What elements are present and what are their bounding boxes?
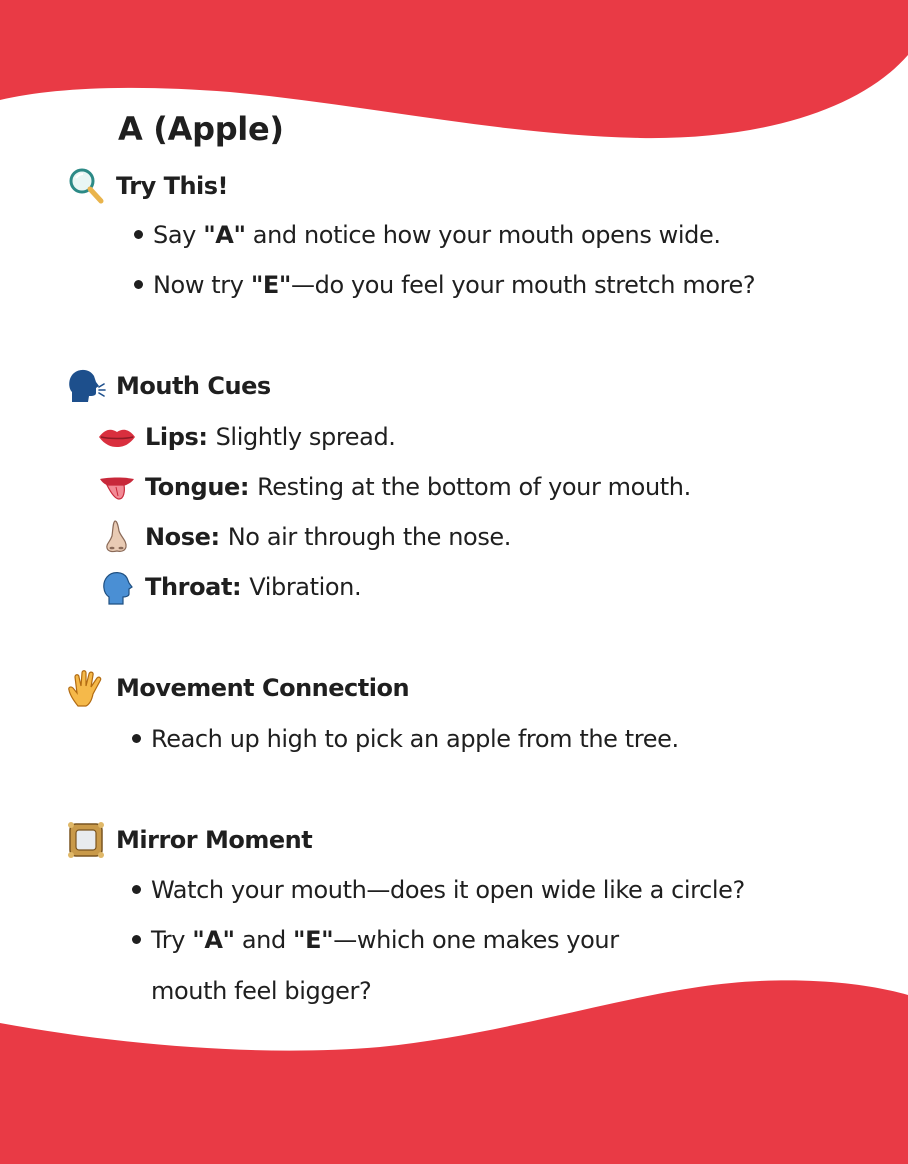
bullet [132,885,141,894]
head-icon [97,569,137,605]
tongue-icon [97,469,137,505]
nose-icon [97,519,137,555]
page-title: A (Apple) [118,110,284,148]
speaking-head-icon [66,366,106,406]
try-this-line-1: Say "A" and notice how your mouth opens wide. [134,219,721,251]
mouth-cues-heading: Mouth Cues [116,372,271,400]
mirror-icon [66,820,106,860]
lips-icon [97,419,137,455]
mirror-line-2: Try "A" and "E"—which one makes your [132,924,619,956]
try-this-heading: Try This! [116,172,228,200]
section-movement-connection [66,668,409,708]
cue-lips: Lips: Slightly spread. [97,417,396,457]
bullet [132,935,141,944]
cue-tongue: Tongue: Resting at the bottom of your mouth. [97,467,691,507]
magnifying-glass-icon [66,166,106,206]
try-this-line-2: Now try "E"—do you feel your mouth stretch more? [134,269,755,301]
bullet [134,280,143,289]
cue-nose: Nose: No air through the nose. [97,517,511,557]
mirror-line-1: Watch your mouth—does it open wide like a circle? [132,874,745,906]
mirror-heading: Mirror Moment [116,826,313,854]
section-mouth-cues [66,366,271,406]
vulcan-hand-icon [66,668,106,708]
movement-line-1: Reach up high to pick an apple from the tree. [132,723,679,755]
movement-heading: Movement Connection [116,674,410,702]
section-try-this [66,166,228,206]
bullet [134,230,143,239]
bottom-wave-decoration [0,975,908,1164]
mirror-line-3: mouth feel bigger? [151,977,372,1005]
cue-throat: Throat: Vibration. [97,567,361,607]
section-mirror-moment [66,820,312,860]
bullet [132,734,141,743]
